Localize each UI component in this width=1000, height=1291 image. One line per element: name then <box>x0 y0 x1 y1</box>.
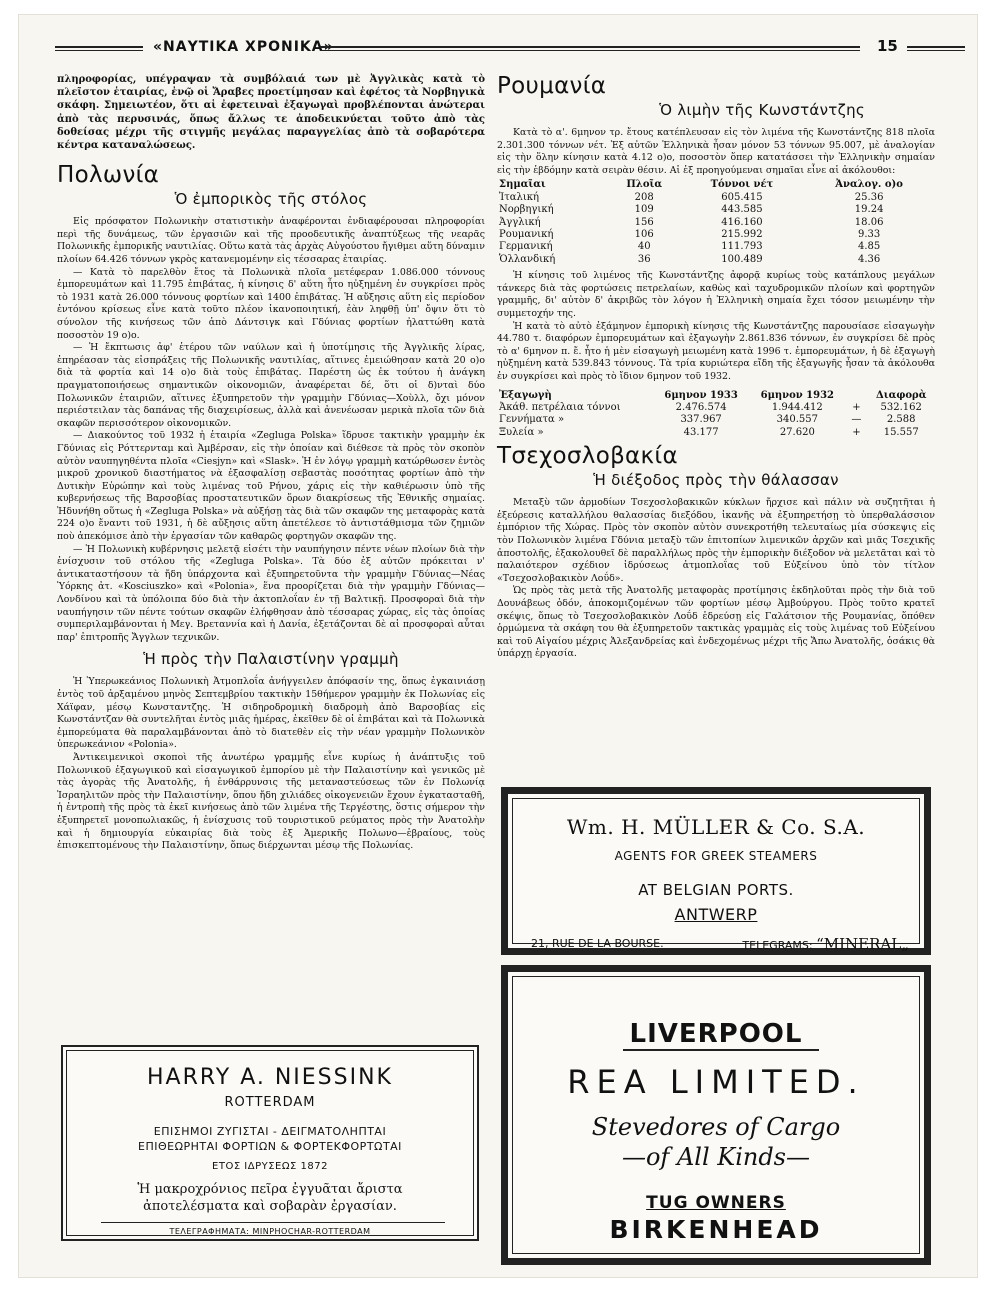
poland-paragraph: — Ἡ ἔκπτωσις ἀφ' ἑτέρου τῶν ναύλων καὶ ἡ ὑποτίμησις τῆς Ἀγγλικῆς λίρας, ἐπηρέασαν τὰς εἰσπράξεις τῆς Πολωνικῆς ναυτιλίας, αἵτινες ἐμειώθησαν κατὰ 20 ο)ο διὰ τὰ φορτία καὶ 14 ο)ο διὰ τοὺς ἐπιβάτας. Παρέστη ὡς ἐκ τούτου ἡ ἀνάγκη πραγματοποιήσεως σημαντικῶν οἰκονομιῶν, ἀναφέρεται δέ, ὅτι οἱ δ)νταὶ δύο Πολωνικῶν ἑταιριῶν, αἵτινες ἐξυπηρετοῦν τὴν γραμμὴν Γδύνιας—Χοὺλλ, ὄχι μόνον περιέστειλαν τὰς δαπάνας τῆς διαχειρίσεως, ἀλλὰ καὶ ἀνενέωσαν μερικὰ πλοῖα τῶν διὰ σκαφῶν περισσότερον οἰκονομικῶν. <box>57 342 485 429</box>
ad-founded: ΕΤΟΣ ΙΔΡΥΣΕΩΣ 1872 <box>212 1161 328 1172</box>
intro-paragraph: πληροφορίας, υπέγραψαν τὰ συμβόλαιά των μὲ Ἀγγλικὰς κατὰ τὸ πλεῖστον ἑταιρίας, ἐνῷ οἱ Ἄραβες προετίμησαν καὶ ἐφέτος τὰ Νορβηγικὰ σκάφη. Σημειωτέον, ὅτι αἱ ἐφετειναὶ ἐξαγωγαὶ προβλέπονται ἀνώτεραι ἀπὸ τὰς περυσινάς, ὅπως ἄλλως τε ἀποδεικνύεται τοῦτο ἀπὸ τὰς δοθείσας μέχρι τῆς στιγμῆς μεγάλας παραγγελίας ἀπὸ τὰ σοβαρότερα κέντρα καταναλώσεως. <box>57 74 485 152</box>
ad-tagline: Stevedores of Cargo <box>591 1113 841 1141</box>
ad-tagline: —of All Kinds— <box>621 1143 810 1171</box>
table-cell: 215.992 <box>721 229 763 240</box>
table-cell: 208 <box>634 191 654 203</box>
romania-paragraph: Ἡ κατὰ τὸ αὐτὸ ἑξάμηνον ἐμπορικὴ κίνησις τῆς Κωνστάντζης παρουσίασε εἰσαγωγὴν 44.780 τ. διαφόρων ἐμπορευμάτων καὶ ἐξαγωγὴν 2.861.836 τόννων, ἐν συγκρίσει δὲ πρὸς τὸ α' 6μηνον π. ἔ. ἦτο ἡ μὲν εἰσαγωγὴ μειωμένη κατὰ 1996 τ. ἐμπορευμάτων, ἡ δὲ ἐξαγωγὴ ηὐξημένη κατὰ 539.843 τόννους. Τὰ τρία κυριώτερα εἴδη τῆς ἐξαγωγῆς ἦσαν τὰ ἀκόλουθα ἐν συγκρίσει καὶ πρὸς τὸ ἴδιον 6μηνον τοῦ 1932. <box>497 320 935 382</box>
table-header-row <box>497 179 935 191</box>
table-cell: 100.489 <box>721 253 763 265</box>
header-rule-right <box>907 46 965 51</box>
table-cell: 443.585 <box>721 204 763 216</box>
table-row <box>497 427 935 439</box>
table-cell: 1.944.412 <box>771 401 823 413</box>
table-row <box>497 192 935 204</box>
romania-article-cont <box>497 270 935 383</box>
ad-telegrams-value: “MINERAL„ <box>816 935 909 953</box>
table-header: 6μηνον 1932 <box>760 389 835 401</box>
section-title-romania: Ρουμανία <box>497 73 607 99</box>
header-rule-middle <box>320 46 860 51</box>
section-title-czechoslovakia: Τσεχοσλοβακία <box>497 443 678 470</box>
poland-paragraph: Εἰς πρόσφατον Πολωνικὴν στατιστικὴν ἀναφέρονται ἐνδιαφέρουσαι πληροφορίαι περὶ τῆς δυνάμεως, τῶν ἐργασιῶν καὶ τῆς προοδευτικῆς ἀναπτύξεως τῆς νεαρᾶς Πολωνικῆς ἐμπορικῆς ναυτιλίας. Οὕτω κατὰ τὰς ἀρχὰς Αὐγούστου ἤγιθμει αὕτη δύναμιν πλοίων 64.426 τόννων γκρὸς κατανεμομένην εἰς τέσσαρας ἑταιρίας. <box>57 216 485 265</box>
table-cell: 416.160 <box>721 216 763 228</box>
table-cell: 43.177 <box>683 426 719 438</box>
czech-paragraph: Μεταξὺ τῶν ἁρμοδίων Τσεχοσλοβακικῶν κύκλων ἤρχισε καὶ πάλιν νὰ συζητῆται ἡ ἐξεύρεσις καταλλήλου θαλασσίας διεξόδου, ἱκανῆς νὰ ἐξυπηρετήσῃ τὸ ὑπερθαλάσσιον ἐμπόριον τῆς Χώρας. Πρὸς τὸν σκοπὸν αὐτὸν συνεκροτήθη τελευταίως μία σύσκεψις εἰς τὸν Πολωνικὸν λιμένα Γδύνια μεταξὺ τῶν ἐπιτοπίων λιμενικῶν ἀρχῶν καὶ μιᾶς Τσεχικῆς ἀποστολῆς, ἐξακολουθεῖ δὲ παραλλήλως πρὸς τὴν ἐμπορικὴν διέξοδον νὰ μελετᾶται καὶ τὸ παλαιότερον σχέδιον ἱδρύσεως ἀτμοπλοΐας τοῦ Εὐξείνου ὑπὸ τὸν τίτλον «Τσεχοσλοβακικὸν Λοΰδ». <box>497 497 935 584</box>
table-cell: 2.588 <box>886 414 916 426</box>
table-cell: 15.557 <box>883 426 919 438</box>
table-header <box>845 390 867 402</box>
ad-address: 21, RUE DE LA BOURSE. <box>531 937 664 950</box>
section-subtitle-constanta: Ὁ λιμὴν τῆς Κωνστάντζης <box>659 101 865 119</box>
table-cell: Γεννήματα » <box>499 414 565 426</box>
table-cell: 111.793 <box>721 241 763 253</box>
header-rule-left <box>55 46 143 51</box>
poland-paragraph: — Κατὰ τὸ παρελθὸν ἔτος τὰ Πολωνικὰ πλοῖα μετέφεραν 1.086.000 τόννους ἐμπορευμάτων καὶ 11.795 ἐπιβάτας, ἡ κίνησις δ' αὕτη ἦτο ηὐξημένη ἐν συγκρίσει πρὸς τὸ 1931 κατὰ 26.000 τόννους φορτίων καὶ 1400 ἐπιβάτας. Ἡ αὔξησις αὕτη εἰς περίοδον ἐντόνου κρίσεως εἶνε κατὰ τοῦτο πλέον ἱκανοποιητική, ἐὰν ληφθῇ ὑπ' ὄψιν ὅτι τὸ σύνολον τῆς κινήσεως τῶν ἀπὸ Δάντσιγκ καὶ Γδύνιας φορτίων ἠλαττώθη κατὰ ποσοστὸν 19 ο)ο. <box>57 266 485 341</box>
table-cell: 19.24 <box>854 204 884 216</box>
table-cell: 25.36 <box>854 191 884 203</box>
right-column <box>497 73 935 661</box>
table-row <box>497 241 935 253</box>
table-cell: 156 <box>634 216 654 228</box>
table-cell: 337.967 <box>680 414 722 426</box>
ad-services: ΕΠΙΘΕΩΡΗΤΑΙ ΦΟΡΤΙΩΝ & ΦΟΡΤΕΚΦΟΡΤΩΤΑΙ <box>138 1140 402 1153</box>
palestine-paragraph: Ἀντικειμενικοὶ σκοποὶ τῆς ἀνωτέρω γραμμῆς εἶνε κυρίως ἡ ἀνάπτυξις τοῦ Πολωνικοῦ ἐξαγωγικοῦ καὶ εἰσαγωγικοῦ ἐμπορίου μὲ τὴν Παλαιστίνην καὶ γενικῶς μὲ τὰς ἀγορὰς τῆς Ἀνατολῆς, ἡ ἐνθάρρυνσις τῆς μεταναστεύσεως τῶν ἐν Πολωνίᾳ Ἰσραηλιτῶν πρὸς τὴν Παλαιστίνην, ὅπου ἤδη χιλιάδες οἰκογενειῶν ἔχουν ἐγκατασταθῆ, ἡ ἐντροπὴ τῆς πρὸς τὰ ἐκεῖ κινήσεως ἀπὸ τῶν λιμένα τῆς Τεργέστης, ὅστις σήμερον τὴν ἐξυπηρετεῖ μονοπωλιακῶς, ἡ ἐνίσχυσις τοῦ τουριστικοῦ ρεύματος πρὸς τὴν Ἀνατολὴν καὶ ἡ δημιουργία εὐκαιρίας διὰ τοὺς ἐξ Ἀμερικῆς Πολωνο—ἑβραίους, τοὺς ἐπισκεπτομένους τὴν Παλαιστίνην, ὅπως διέρχωνται μέσῳ τῆς Πολωνίας. <box>57 751 485 852</box>
advertisement-niessink <box>61 1045 479 1241</box>
export-table <box>497 390 935 440</box>
palestine-article <box>57 676 485 852</box>
table-cell: Ἀγγλική <box>499 216 541 228</box>
ad-inner-border <box>512 976 920 1254</box>
table-header: Ἀναλογ. ο)ο <box>835 179 903 191</box>
ad-slogan: ἀποτελέσματα καὶ σοβαρὰν ἐργασίαν. <box>143 1199 397 1214</box>
table-cell: 9.33 <box>857 229 881 240</box>
table-cell: Ὁλλανδική <box>499 253 556 265</box>
section-title-poland: Πολωνία <box>57 162 160 189</box>
table-cell: 109 <box>634 204 654 216</box>
ad-tagline: AGENTS FOR GREEK STEAMERS <box>614 849 818 863</box>
table-cell: Νορβηγική <box>499 204 554 216</box>
poland-paragraph: — Ἡ Πολωνικὴ κυβέρνησις μελετᾷ εἰσέτι τὴν ναυπήγησιν πέντε νέων πλοίων διὰ τὴν ἐνίσχυσιν τοῦ στόλου τῆς «Zegluga Polska». Τὰ δύο ἐξ αὐτῶν πρόκειται ν' ἀντικαταστήσουν τὰ ἤδη ὑπάρχοντα καὶ ἐξυπηρετοῦντα τὴν γραμμὴν Γδύνιας—Νέας Ὑόρκης ἀτ. «Kosciuszko» καὶ «Polonia», ἕνα προορίζεται διὰ τὴν γραμμὴν Γδύνιας—Λονδίνου καὶ τὰ ὑπόλοιπα δύο διὰ τὴν ἀκτοπλοΐαν ἐν τῇ Βαλτικῇ. Προσφοραὶ διὰ τὴν ναυπήγησιν τῶν πέντε τούτων σκαφῶν ἐλήφθησαν ἀπὸ τέσσαρας χώρας, εἰς τὰς ὁποίας συμπεριλαμβάνονται ἡ Μεγ. Βρεταννία καὶ ἡ Δανία, ἐξετάζονται δὲ αἱ προσφοραὶ αὗται παρ' ἐπιτροπῆς Ἄγγλων τεχνικῶν. <box>57 543 485 643</box>
table-row <box>497 402 935 414</box>
table-row <box>497 254 935 266</box>
table-cell: 340.557 <box>776 414 818 426</box>
table-cell: 40 <box>637 241 651 253</box>
ad-company-name: REA LIMITED. <box>567 1063 865 1101</box>
czech-paragraph: Ὡς πρὸς τὰς μετὰ τῆς Ἀνατολῆς μεταφορὰς προτίμησις ἐκδηλοῦται πρὸς τὴν διὰ τοῦ Δουνάβεως ὁδόν, ἀποκομιζομένων τῶν φορτίων μέσῳ Ἀμβούργου. Πρὸς τοῦτο κρατεῖ σκέψις, ὅπως τὸ Τσεχοσλοβακικὸν Λοΰδ ἑδρεύσῃ εἰς Γαλάτσιον τῆς Ρουμανίας, ὅπόθεν ὁρμώμενα τὰ σκάφη του θὰ ἐξυπηρετοῦν τακτικὰς γραμμὰς εἰς τοὺς λιμένας τοῦ Εὐξείνου καὶ τοῦ Αἰγαίου μέχρις Ἀλεξανδρείας καὶ ἐνδεχομένως μέχρι τῆς Ἄπω Ἀνατολῆς, ὁσάκις θὰ ὑπάρχῃ ἐργασία. <box>497 585 935 660</box>
ad-slogan: Ἡ μακροχρόνιος πεῖρα ἐγγυᾶται ἄριστα <box>137 1182 403 1197</box>
advertisement-muller <box>501 787 931 955</box>
poland-paragraph: — Διακούντος τοῦ 1932 ἡ ἑταιρία «Zegluga Polska» ἵδρυσε τακτικὴν γραμμὴν ἐκ Γδύνιας εἰς Ρόττερνταμ καὶ Ἀμβέρσαν, εἰς τὴν ὁποίαν καὶ διέθεσε τὰ πρὸς τὸν σκοπὸν αὐτὸν ναυπηγηθέντα πλοῖα «Ciesjyn» καὶ «Slask». Ἡ ἐν λόγῳ γραμμὴ κατώρθωσεν ἐντὸς μικροῦ χρονικοῦ διαστήματος νὰ ἐξασφαλίσῃ σεβαστὰς ποσότητας φορτίων ἀπὸ τὴν Δυτικὴν Εὐρώπην καὶ τοὺς λιμένας τοῦ Ρήνου, χάρις εἰς τὴν καθιέρωσιν ὑπὸ τῆς κυβερνήσεως τῆς Βαρσοβίας προστατευτικῶν ὅρων διακρίσεως τῆς Ἐθνικῆς σημαίας. Ἠδυνήθη οὕτως ἡ «Zegluga Polska» νὰ αὐξήσῃ τὰς διὰ τῶν σκαφῶν της μεταφορὰς κατὰ 224 ο)ο ἔναντι τοῦ 1931, ἡ δὲ αὔξησις αὕτη ἀπετέλεσε τὸ ἀντιστάθμισμα τῶν ζημιῶν ποὺ ἀπεκόμισε ἀπὸ τὴν ἐργασίαν τῶν καθαρῶς φορτηγῶν σκαφῶν της. <box>57 430 485 543</box>
table-header-row <box>497 390 935 402</box>
ad-telegrams-label: TELEGRAMS: <box>742 939 813 952</box>
ad-city: BIRKENHEAD <box>609 1215 823 1244</box>
table-cell: — <box>851 414 862 426</box>
table-cell: 36 <box>637 253 651 265</box>
section-subtitle-palestine: Ἡ πρὸς τὴν Παλαιστίνην γραμμὴ <box>143 650 399 669</box>
table-cell: 18.06 <box>854 216 884 228</box>
table-cell: + <box>852 426 861 438</box>
palestine-paragraph: Ἡ Ὑπερωκεάνιος Πολωνικὴ Ἀτμοπλοΐα ἀνήγγειλεν ἀπόφασίν της, ὅπως ἐγκαινιάσῃ ἐντὸς τοῦ ἀρξαμένου μηνὸς Σεπτεμβρίου τακτικὴν 15θήμερον γραμμὴν ἐκ Πολωνίας εἰς Χάϊφαν, μέσῳ Κωνσταντζης. Ἡ σιδηροδρομικὴ διαδρομὴ ἀπὸ Βαρσοβίας εἰς Κωνστάντζαν θὰ συντελῆται ἐντὸς μιᾶς ἡμέρας, ἐκεῖθεν δὲ οἱ ἐπιβάται καὶ τὰ Πολωνικὰ ἐμπορεύματα θὰ παραλαμβάνονται ἀπὸ τὸ διατεθὲν εἰς τὴν νέαν γραμμὴν Πολωνικὸν ὑπερωκεάνιον «Polonia». <box>57 676 485 751</box>
table-cell: 4.36 <box>857 253 881 265</box>
table-header: Τόννοι νέτ <box>710 179 774 191</box>
ad-city: ANTWERP <box>674 905 758 924</box>
table-cell: 27.620 <box>779 426 815 438</box>
table-row <box>497 414 935 426</box>
newspaper-page <box>18 14 978 1278</box>
ad-telegrams: ΤΕΛΕΓΡΑΦΗΜΑΤΑ: MINPHOCHAR-ROTTERDAM <box>169 1227 371 1236</box>
table-cell: Ἰταλική <box>499 191 539 203</box>
section-subtitle-fleet: Ὁ ἐμπορικὸς τῆς στόλος <box>174 190 368 209</box>
ad-company-name: HARRY A. NIESSINK <box>147 1065 393 1090</box>
ad-divider <box>101 1222 445 1223</box>
section-subtitle-sea-outlet: Ἡ διέξοδος πρὸς τὴν θάλασσαν <box>593 471 839 490</box>
page-header <box>55 39 965 57</box>
table-cell: Ρουμανική <box>499 229 554 240</box>
left-column <box>57 73 485 853</box>
ad-subheading: TUG OWNERS <box>646 1193 786 1213</box>
publication-title: «ΝΑΥΤΙΚΑ ΧΡΟΝΙΚΑ» <box>153 39 334 55</box>
table-cell: 106 <box>634 229 654 240</box>
table-cell: 605.415 <box>721 191 763 203</box>
table-header: Διαφορὰ <box>876 389 927 401</box>
ad-underline <box>623 1049 819 1051</box>
czech-article <box>497 497 935 661</box>
ad-inner-border <box>66 1050 474 1236</box>
table-cell: 532.162 <box>880 401 922 413</box>
table-header: Ἐξαγωγὴ <box>499 389 552 401</box>
ad-inner-border <box>512 798 920 953</box>
table-cell: 4.85 <box>857 241 881 253</box>
ad-services: ΕΠΙΣΗΜΟΙ ΖΥΓΙΣΤΑΙ - ΔΕΙΓΜΑΤΟΛΗΠΤΑΙ <box>153 1125 387 1138</box>
table-cell: Γερμανική <box>499 241 553 253</box>
ad-city: LIVERPOOL <box>629 1019 803 1049</box>
ad-tagline: AT BELGIAN PORTS. <box>638 881 794 899</box>
table-cell: Ξυλεία » <box>499 426 544 438</box>
romania-article <box>497 127 935 177</box>
advertisement-rea-limited <box>501 965 931 1265</box>
flags-table <box>497 179 935 266</box>
ad-city: ROTTERDAM <box>224 1095 316 1110</box>
table-header: Σημαῖαι <box>499 179 546 191</box>
table-row <box>497 229 935 241</box>
poland-article <box>57 216 485 644</box>
table-header: Πλοῖα <box>626 179 663 191</box>
table-row <box>497 217 935 229</box>
ad-company-name: Wm. H. MÜLLER & Co. S.A. <box>566 815 866 839</box>
ad-telegrams <box>742 935 909 953</box>
table-cell: + <box>852 401 861 413</box>
table-cell: 2.476.574 <box>675 401 727 413</box>
table-row <box>497 204 935 216</box>
romania-paragraph: Κατὰ τὸ α'. 6μηνον τρ. ἔτους κατέπλευσαν εἰς τὸν λιμένα τῆς Κωνστάντζης 818 πλοῖα 2.301.300 τόννων νέτ. Ἐξ αὐτῶν Ἑλληνικὰ ἦσαν μόνον 53 τόννων 95.007, μὲ ἀναλογίαν εἰς τὴν ὅλην κίνησιν κατὰ 4.12 ο)ο, ποσοστὸν ὅπερ κατατάσσει τὴν Ἑλληνικὴν σημαίαν εἰς τὴν ἑβδόμην κατὰ σειρὰν θέσιν. Αἱ ἐξ προηγούμεναι σημαῖαι εἶνε αἱ ἀκόλουθοι: <box>497 127 935 176</box>
romania-paragraph: Ἡ κίνησις τοῦ λιμένος τῆς Κωνστάντζης ἀφορᾷ κυρίως τοὺς κατάπλους μεγάλων τάνκερς διὰ τὰς φορτώσεις πετρελαίων, καθὼς καὶ ταχυδρομικῶν πλοίων καὶ φορτηγῶν γραμμῆς, δι' αὐτὸν δ' ἀκριβῶς τὸν λόγον ἡ Ἑλληνικὴ σημαία ἔχει τόσον μειωμένην τὴν συμμετοχήν της. <box>497 270 935 319</box>
page-number: 15 <box>877 37 898 55</box>
table-cell: Ἀκάθ. πετρέλαια τόννοι <box>499 401 621 413</box>
table-header: 6μηνον 1933 <box>664 389 738 401</box>
